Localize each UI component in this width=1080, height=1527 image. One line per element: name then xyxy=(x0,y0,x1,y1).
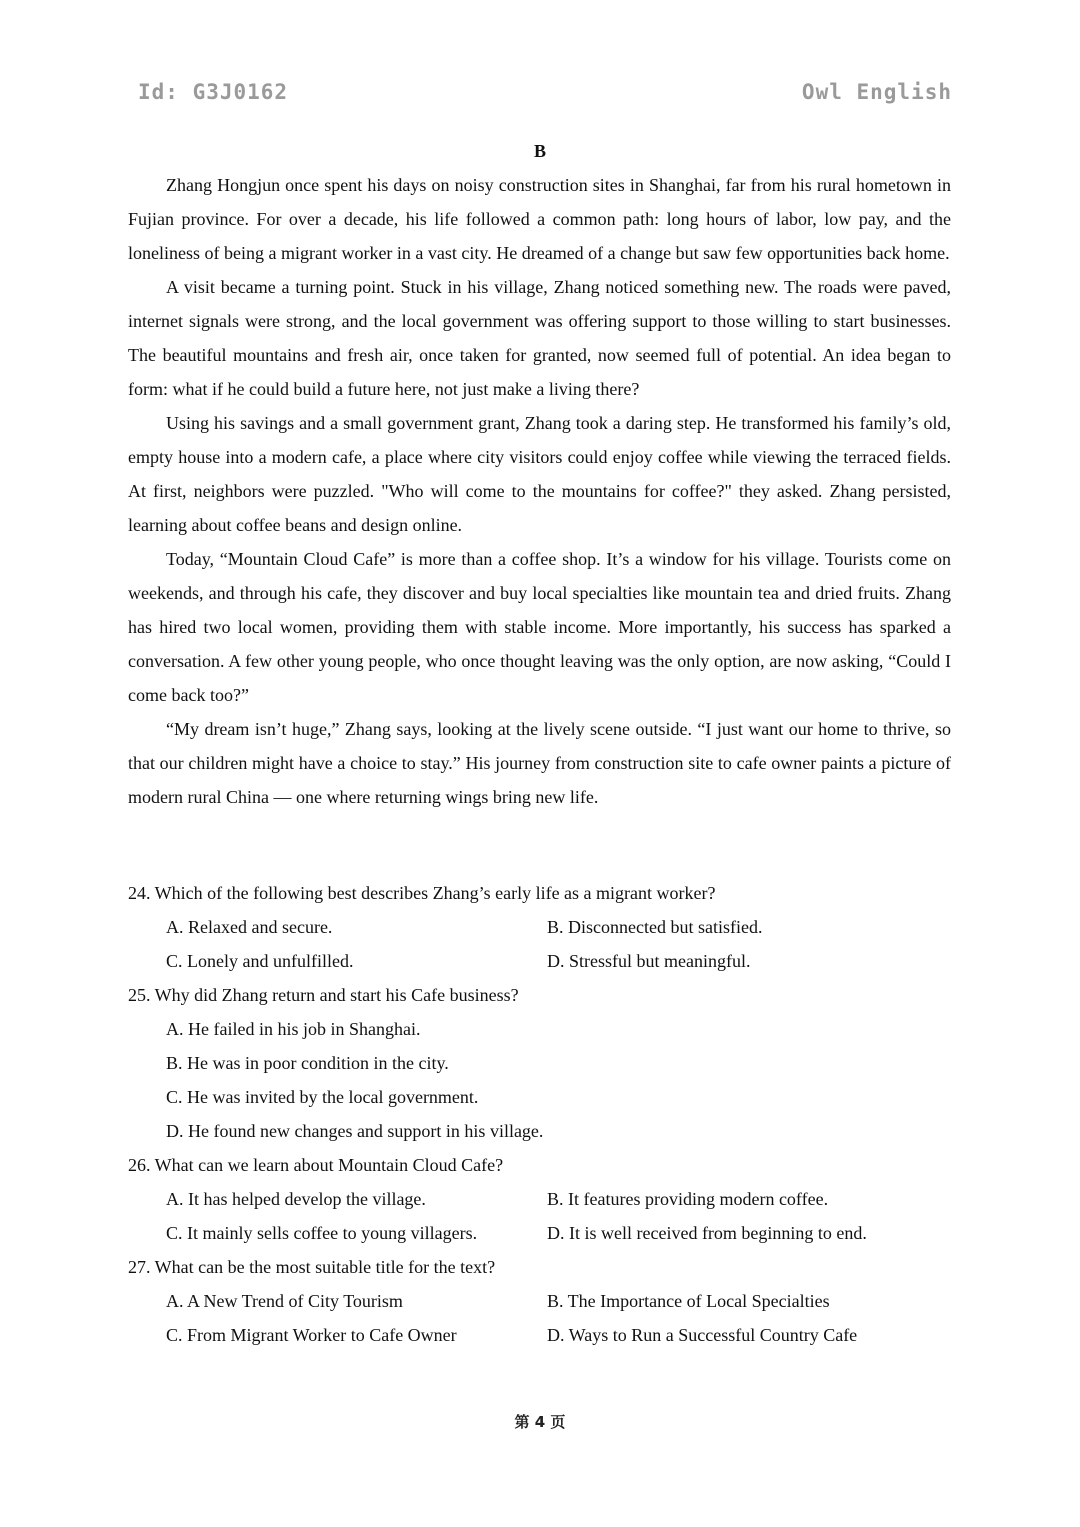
option-a: A. It has helped develop the village. xyxy=(166,1189,426,1209)
question-26 xyxy=(128,1148,951,1250)
option-c: C. It mainly sells coffee to young villagers. xyxy=(166,1223,478,1243)
option-group xyxy=(128,1284,951,1352)
option-group xyxy=(128,1182,951,1250)
question-stem: 26. What can we learn about Mountain Cloud Cafe? xyxy=(128,1155,504,1175)
option-c: C. Lonely and unfulfilled. xyxy=(166,951,354,971)
option-d: D. It is well received from beginning to end. xyxy=(547,1223,867,1243)
option-d: D. He found new changes and support in his village. xyxy=(166,1121,544,1141)
option-d: D. Ways to Run a Successful Country Cafe xyxy=(547,1325,858,1345)
option-a: A. He failed in his job in Shanghai. xyxy=(166,1019,421,1039)
question-list xyxy=(128,876,951,1352)
passage-paragraph: A visit became a turning point. Stuck in his village, Zhang noticed something new. The roads were paved, internet signals were strong, and the local government was offering support to those willing to start businesses. The beautiful mountains and fresh air, once taken for granted, now seemed full of potential. An idea began to form: what if he could build a future here, not just make a living there? xyxy=(128,277,951,399)
question-27 xyxy=(128,1250,951,1352)
section-label: B xyxy=(533,141,546,161)
option-b: B. It features providing modern coffee. xyxy=(547,1189,829,1209)
reading-passage xyxy=(128,168,951,814)
option-c: C. He was invited by the local government. xyxy=(166,1087,479,1107)
question-stem: 25. Why did Zhang return and start his Cafe business? xyxy=(128,985,519,1005)
option-group xyxy=(128,1012,951,1148)
option-group xyxy=(128,910,951,978)
option-b: B. The Importance of Local Specialties xyxy=(547,1291,830,1311)
document-id: Id: G3J0162 xyxy=(138,80,289,104)
brand-name: Owl English xyxy=(801,80,952,104)
passage-paragraph: Today, “Mountain Cloud Cafe” is more than a coffee shop. It’s a window for his village. Tourists come on weekends, and through his cafe, they discover and buy local specialties like mountain tea and dried fruits. Zhang has hired two local women, providing them with stable income. More importantly, his success has sparked a conversation. A few other young people, who once thought leaving was the only option, are now asking, “Could I come back too?” xyxy=(128,549,951,705)
question-24 xyxy=(128,876,951,978)
option-a: A. A New Trend of City Tourism xyxy=(166,1291,403,1311)
question-stem: 24. Which of the following best describes Zhang’s early life as a migrant worker? xyxy=(128,883,716,903)
passage-paragraph: “My dream isn’t huge,” Zhang says, looking at the lively scene outside. “I just want our home to thrive, so that our children might have a choice to stay.” His journey from construction site to cafe owner paints a picture of modern rural China — one where returning wings bring new life. xyxy=(128,719,951,807)
question-25 xyxy=(128,978,951,1148)
option-b: B. Disconnected but satisfied. xyxy=(547,917,763,937)
option-c: C. From Migrant Worker to Cafe Owner xyxy=(166,1325,457,1345)
passage-paragraph: Using his savings and a small government grant, Zhang took a daring step. He transformed his family’s old, empty house into a modern cafe, a place where city visitors could enjoy coffee while viewing the terraced fields. At first, neighbors were puzzled. "Who will come to the mountains for coffee?" they asked. Zhang persisted, learning about coffee beans and design online. xyxy=(128,413,951,535)
option-a: A. Relaxed and secure. xyxy=(166,917,333,937)
page-number: 第 4 页 xyxy=(514,1413,566,1431)
passage-paragraph: Zhang Hongjun once spent his days on noisy construction sites in Shanghai, far from his rural hometown in Fujian province. For over a decade, his life followed a common path: long hours of labor, low pay, and the loneliness of being a migrant worker in a vast city. He dreamed of a change but saw few opportunities back home. xyxy=(128,175,951,263)
question-stem: 27. What can be the most suitable title for the text? xyxy=(128,1257,496,1277)
option-b: B. He was in poor condition in the city. xyxy=(166,1053,449,1073)
option-d: D. Stressful but meaningful. xyxy=(547,951,751,971)
